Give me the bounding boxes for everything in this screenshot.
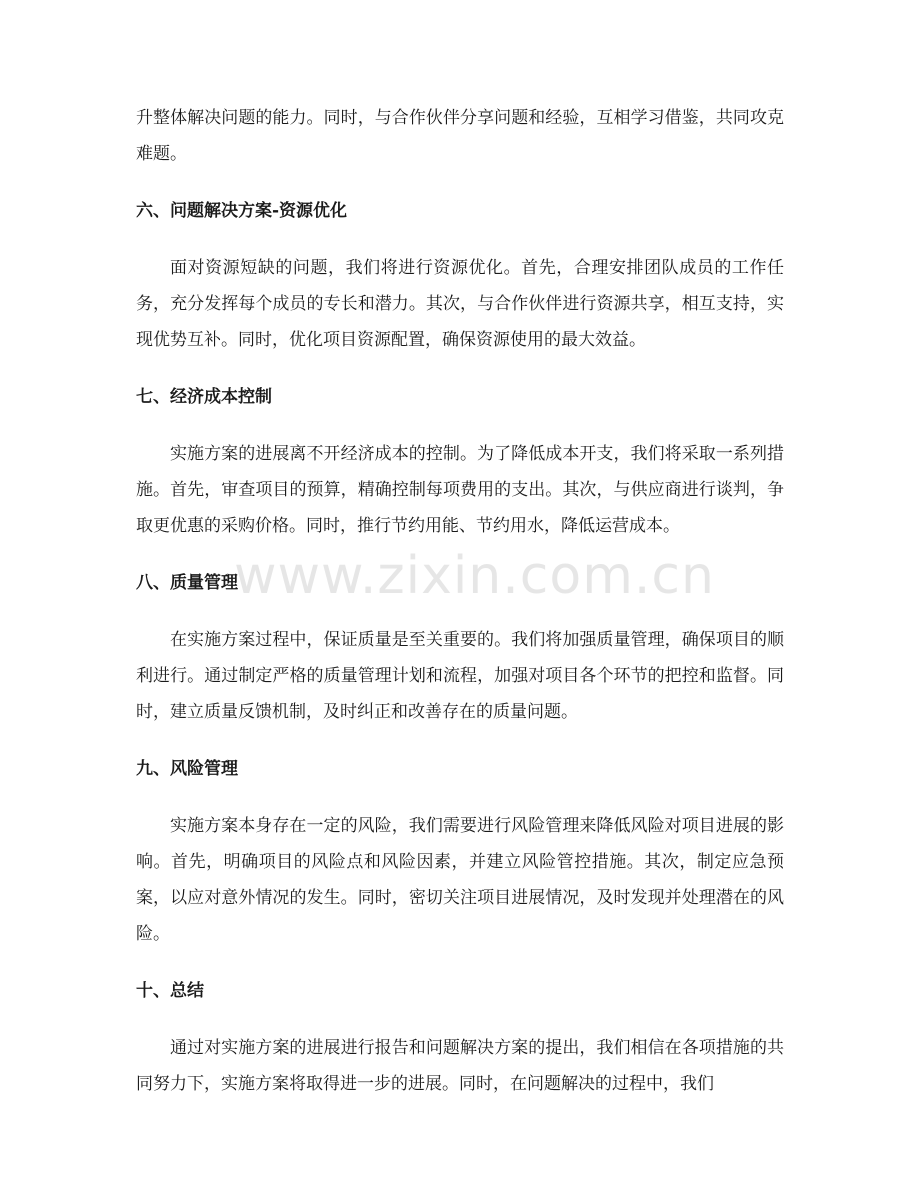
intro-paragraph: 升整体解决问题的能力。同时，与合作伙伴分享问题和经验，互相学习借鉴，共同攻克难题。	[136, 108, 784, 164]
section-heading-8: 八、质量管理	[136, 573, 238, 593]
section-body-8: 在实施方案过程中，保证质量是至关重要的。我们将加强质量管理，确保项目的顺利进行。通过制定严格的质量管理计划和流程，加强对项目各个环节的把控和监督。同时，建立质量反馈机制，及时纠正和改善存在的质量问题。	[136, 630, 784, 722]
section-body-7: 实施方案的进展离不开经济成本的控制。为了降低成本开支，我们将采取一系列措施。首先，审查项目的预算，精确控制每项费用的支出。其次，与供应商进行谈判，争取更优惠的采购价格。同时，推行节约用能、节约用水，降低运营成本。	[136, 444, 784, 536]
watermark: www.zixin.com.cn	[234, 546, 715, 606]
document-page	[136, 100, 784, 1102]
section-heading-6: 六、问题解决方案-资源优化	[136, 201, 348, 221]
section-body-10: 通过对实施方案的进展进行报告和问题解决方案的提出，我们相信在各项措施的共同努力下，实施方案将取得进一步的进展。同时，在问题解决的过程中，我们	[136, 1038, 784, 1094]
section-heading-9: 九、风险管理	[136, 759, 238, 779]
section-heading-7: 七、经济成本控制	[136, 387, 272, 407]
section-body-9: 实施方案本身存在一定的风险，我们需要进行风险管理来降低风险对项目进展的影响。首先，明确项目的风险点和风险因素，并建立风险管控措施。其次，制定应急预案，以应对意外情况的发生。同时，密切关注项目进展情况，及时发现并处理潜在的风险。	[136, 816, 784, 944]
section-heading-10: 十、总结	[136, 981, 204, 1001]
section-body-6: 面对资源短缺的问题，我们将进行资源优化。首先，合理安排团队成员的工作任务，充分发挥每个成员的专长和潜力。其次，与合作伙伴进行资源共享，相互支持，实现优势互补。同时，优化项目资源配置，确保资源使用的最大效益。	[136, 258, 784, 350]
